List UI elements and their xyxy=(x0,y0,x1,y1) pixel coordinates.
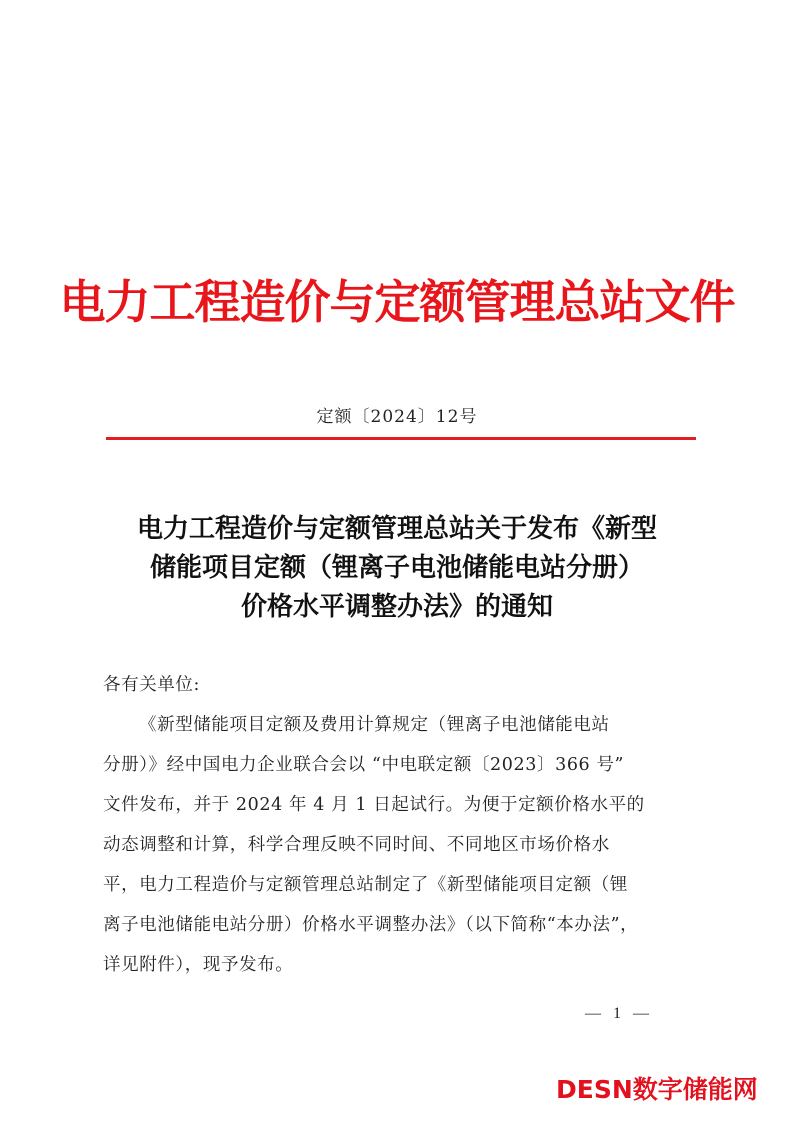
page-number: — 1 — xyxy=(585,1005,653,1022)
notice-title-line: 储能项目定额（锂离子电池储能电站分册） xyxy=(149,553,644,583)
body-line: 动态调整和计算，科学合理反映不同时间、不同地区市场价格水 xyxy=(103,835,610,855)
body-line: 平，电力工程造价与定额管理总站制定了《新型储能项目定额（锂 xyxy=(103,875,628,895)
document-number: 定额〔2024〕12号 xyxy=(316,407,478,427)
red-divider-line xyxy=(106,437,696,440)
body-line: 《新型储能项目定额及费用计算规定（锂离子电池储能电站 xyxy=(139,715,610,735)
body-line: 分册）》经中国电力企业联合会以 “中电联定额〔2023〕366 号” xyxy=(103,755,625,775)
watermark-logo: DESN数字储能网 xyxy=(556,1075,758,1104)
body-line: 详见附件），现予发布。 xyxy=(103,955,294,975)
notice-title xyxy=(90,510,704,627)
issuing-authority-header: 电力工程造价与定额管理总站文件 xyxy=(59,275,735,329)
notice-title-line: 电力工程造价与定额管理总站关于发布《新型 xyxy=(136,514,657,544)
body-line: 离子电池储能电站分册）价格水平调整办法》（以下简称“本办法”， xyxy=(103,915,639,935)
notice-body xyxy=(103,665,703,985)
notice-title-line: 价格水平调整办法》的通知 xyxy=(240,592,553,622)
body-line: 文件发布，并于 2024 年 4 月 1 日起试行。为便于定额价格水平的 xyxy=(103,795,645,815)
salutation: 各有关单位: xyxy=(103,675,200,695)
